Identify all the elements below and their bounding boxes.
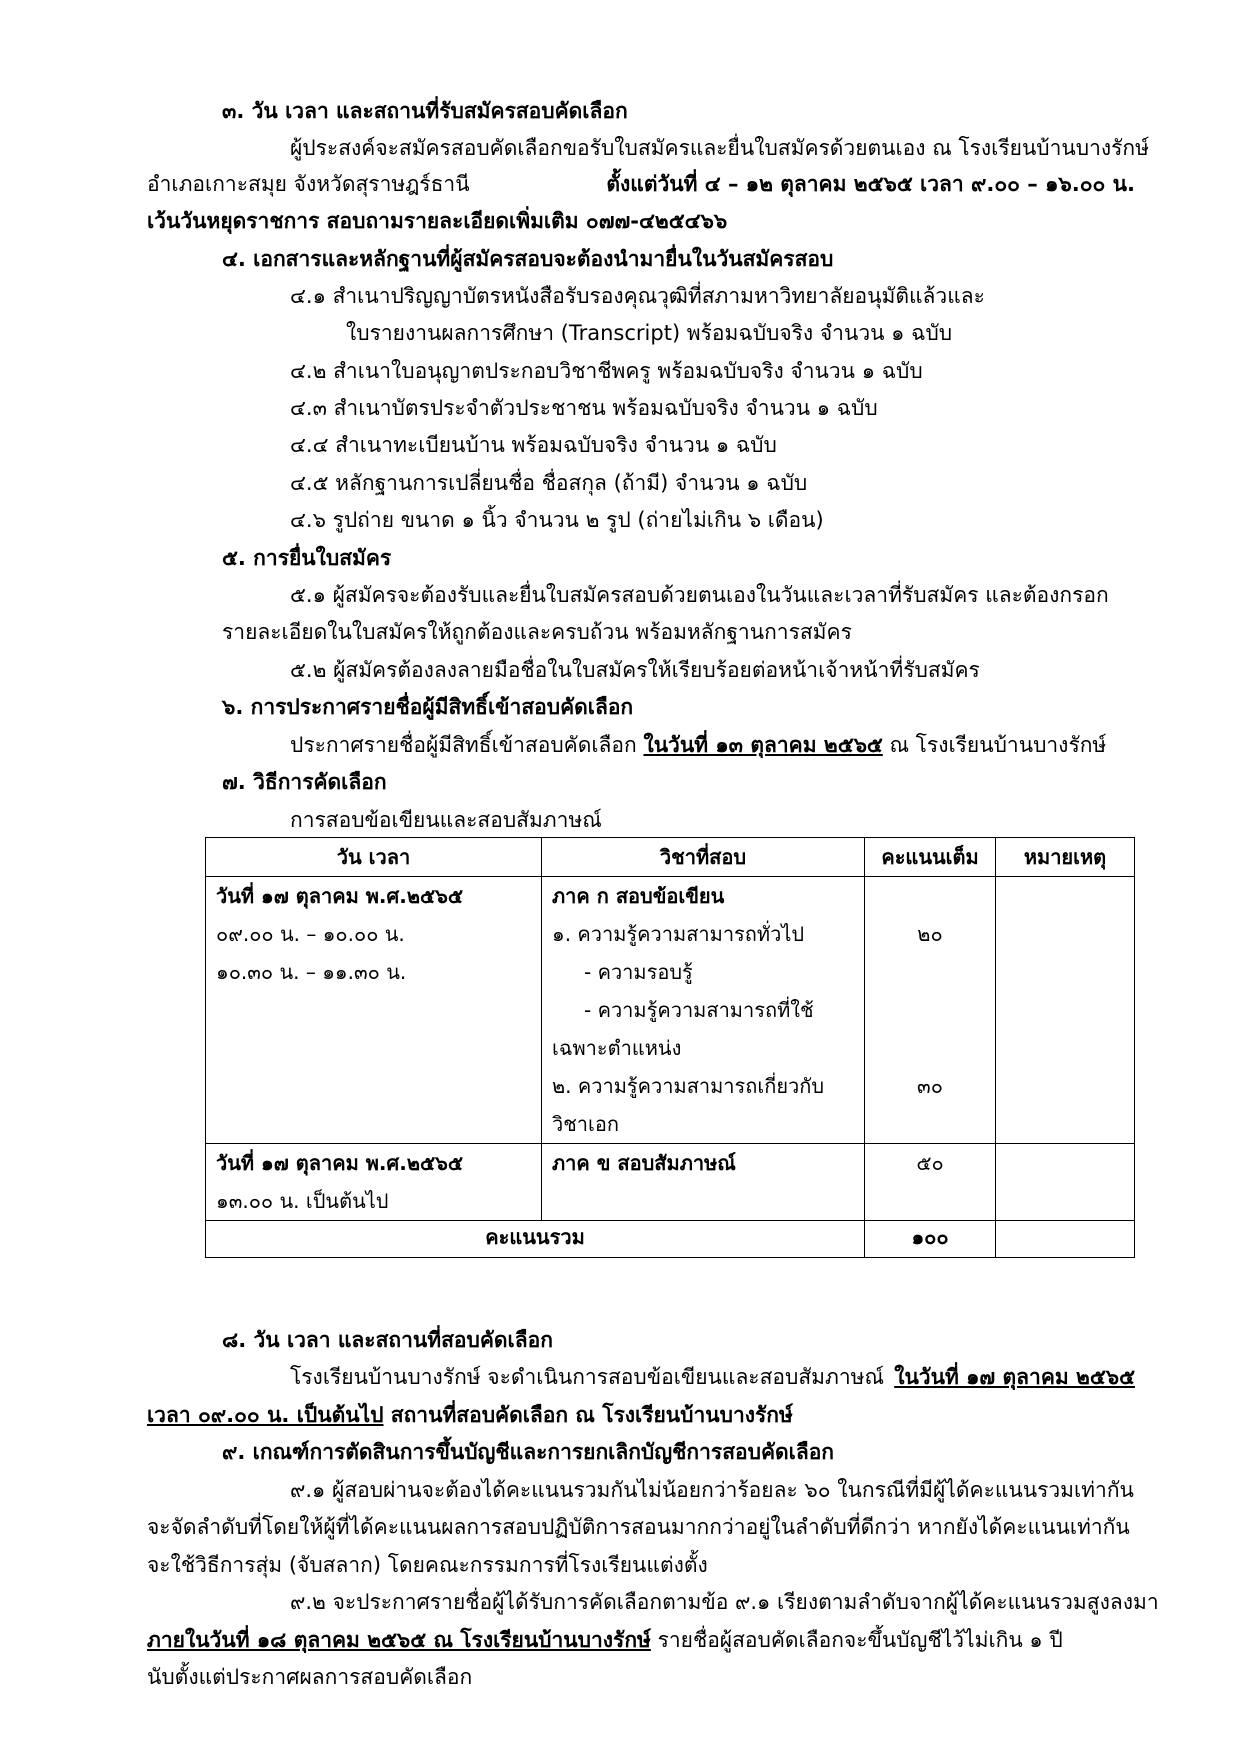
total-remark-cell <box>996 1221 1135 1258</box>
row-2-time: ๑๓.๐๐ น. เป็นต้นไป <box>216 1189 389 1213</box>
item-9-2-line-2 <box>147 1625 1063 1655</box>
item-9-1-line-1: ๙.๑ ผู้สอบผ่านจะต้องได้คะแนนรวมกันไม่น้อยกว่าร้อยละ ๖๐ ในกรณีที่มีผู้ได้คะแนนรวมเท่ากัน <box>290 1478 1134 1502</box>
item-9-2-validity: รายชื่อผู้สอบคัดเลือกจะขึ้นบัญชีไว้ไม่เกิน ๑ ปี <box>650 1628 1063 1652</box>
section-6-text: ประกาศรายชื่อผู้มีสิทธิ์เข้าสอบคัดเลือก <box>290 733 637 757</box>
row-2-score-cell <box>865 1144 996 1221</box>
section-8-heading: ๘. วัน เวลา และสถานที่สอบคัดเลือก <box>222 1328 553 1352</box>
section-3-application-period: ตั้งแต่วันที่ ๔ – ๑๒ ตุลาคม ๒๕๖๕ เวลา ๙.๐๐ – ๑๖.๐๐ น. <box>606 172 1135 196</box>
section-3-paragraph-line-3: เว้นวันหยุดราชการ สอบถามรายละเอียดเพิ่มเติม ๐๗๗-๔๒๕๔๖๖ <box>147 209 728 233</box>
section-8-text: โรงเรียนบ้านบางรักษ์ จะดำเนินการสอบข้อเขียนและสอบสัมภาษณ์ <box>290 1365 884 1389</box>
row-1-part-a: ภาค ก สอบข้อเขียน <box>552 884 725 908</box>
section-3-location: อำเภอเกาะสมุย จังหวัดสุราษฎร์ธานี <box>147 172 470 196</box>
table-row <box>206 877 1135 1144</box>
item-4-1-line-2: ใบรายงานผลการศึกษา (Transcript) พร้อมฉบับจริง จำนวน ๑ ฉบับ <box>346 321 953 345</box>
item-4-3: ๔.๓ สำเนาบัตรประจำตัวประชาชน พร้อมฉบับจริง จำนวน ๑ ฉบับ <box>290 396 878 420</box>
item-9-1-line-2: จะจัดลำดับที่โดยให้ผู้ที่ได้คะแนนผลการสอบปฏิบัติการสอนมากกว่าอยู่ในลำดับที่ดีกว่า หากยังได้คะแนนเท่ากัน <box>147 1515 1130 1539</box>
table-row <box>206 1144 1135 1221</box>
header-full-score: คะแนนเต็ม <box>865 838 996 877</box>
row-1-time-1: ๐๙.๐๐ น. – ๑๐.๐๐ น. <box>216 922 405 946</box>
total-value: ๑๐๐ <box>865 1221 996 1258</box>
row-1-subject-2-cont: วิชาเอก <box>552 1112 619 1136</box>
section-4-heading: ๔. เอกสารและหลักฐานที่ผู้สมัครสอบจะต้องนำมายื่นในวันสมัครสอบ <box>222 247 834 271</box>
item-9-1-line-3: จะใช้วิธีการสุ่ม (จับสลาก) โดยคณะกรรมการที่โรงเรียนแต่งตั้ง <box>147 1553 708 1577</box>
row-1-subject-1: ๑. ความรู้ความสามารถทั่วไป <box>552 922 805 946</box>
row-1-date: วันที่ ๑๗ ตุลาคม พ.ศ.๒๕๖๕ <box>216 884 463 908</box>
row-1-subject-cell <box>542 877 865 1144</box>
total-label: คะแนนรวม <box>206 1221 865 1258</box>
section-7-heading: ๗. วิธีการคัดเลือก <box>222 770 387 794</box>
exam-schedule-table <box>205 837 1135 1258</box>
item-4-6: ๔.๖ รูปถ่าย ขนาด ๑ นิ้ว จำนวน ๒ รูป (ถ่ายไม่เกิน ๖ เดือน) <box>290 508 824 532</box>
table-total-row <box>206 1221 1135 1258</box>
row-1-remark-cell <box>996 877 1135 1144</box>
item-9-2-line-1: ๙.๒ จะประกาศรายชื่อผู้ได้รับการคัดเลือกตามข้อ ๙.๑ เรียงตามลำดับจากผู้ได้คะแนนรวมสูงลงมา <box>290 1590 1159 1614</box>
row-1-time-2: ๑๐.๓๐ น. – ๑๑.๓๐ น. <box>216 960 407 984</box>
row-1-subject-1-sub-a: - ความรอบรู้ <box>584 960 693 984</box>
row-1-score-2: ๓๐ <box>917 1074 943 1098</box>
section-9-heading: ๙. เกณฑ์การตัดสินการขึ้นบัญชีและการยกเลิกบัญชีการสอบคัดเลือก <box>222 1440 835 1464</box>
item-5-2: ๕.๒ ผู้สมัครต้องลงลายมือชื่อในใบสมัครให้เรียบร้อยต่อหน้าเจ้าหน้าที่รับสมัคร <box>290 658 980 682</box>
item-9-2-announcement-date: ภายในวันที่ ๑๘ ตุลาคม ๒๕๖๕ ณ โรงเรียนบ้านบางรักษ์ <box>147 1628 651 1652</box>
section-6-paragraph <box>290 730 1106 760</box>
item-9-2-line-3: นับตั้งแต่ประกาศผลการสอบคัดเลือก <box>147 1665 473 1689</box>
row-1-subject-2: ๒. ความรู้ความสามารถเกี่ยวกับ <box>552 1074 825 1098</box>
item-5-1-line-2: รายละเอียดในใบสมัครให้ถูกต้องและครบถ้วน พร้อมหลักฐานการสมัคร <box>222 620 852 644</box>
section-8-paragraph-line-2 <box>147 1400 793 1430</box>
section-3-heading: ๓. วัน เวลา และสถานที่รับสมัครสอบคัดเลือก <box>222 99 628 123</box>
row-1-subject-1-sub-b: - ความรู้ความสามารถที่ใช้ <box>584 998 814 1022</box>
item-4-2: ๔.๒ สำเนาใบอนุญาตประกอบวิชาชีพครู พร้อมฉบับจริง จำนวน ๑ ฉบับ <box>290 359 923 383</box>
section-6-date: ในวันที่ ๑๓ ตุลาคม ๒๕๖๕ <box>643 733 883 757</box>
item-5-1-line-1: ๕.๑ ผู้สมัครจะต้องรับและยื่นใบสมัครสอบด้วยตนเองในวันและเวลาที่รับสมัคร และต้องกรอก <box>290 583 1109 607</box>
row-2-score: ๕๐ <box>916 1151 944 1175</box>
row-1-date-cell <box>206 877 542 1144</box>
row-2-part-b: ภาค ข สอบสัมภาษณ์ <box>552 1151 736 1175</box>
section-8-time: เวลา ๐๙.๐๐ น. เป็นต้นไป <box>147 1403 384 1427</box>
row-2-date: วันที่ ๑๗ ตุลาคม พ.ศ.๒๕๖๕ <box>216 1151 463 1175</box>
row-1-score-cell <box>865 877 996 1144</box>
section-3-paragraph-line-2 <box>147 169 1135 199</box>
table-header-row <box>206 838 1135 877</box>
section-3-paragraph-line-1: ผู้ประสงค์จะสมัครสอบคัดเลือกขอรับใบสมัครและยื่นใบสมัครด้วยตนเอง ณ โรงเรียนบ้านบางรักษ์ <box>290 136 1149 160</box>
row-2-date-cell <box>206 1144 542 1221</box>
section-8-date: ในวันที่ ๑๗ ตุลาคม ๒๕๖๕ <box>894 1365 1135 1389</box>
item-4-1-line-1: ๔.๑ สำเนาปริญญาบัตรหนังสือรับรองคุณวุฒิที่สภามหาวิทยาลัยอนุมัติแล้วและ <box>290 284 985 308</box>
item-4-4: ๔.๔ สำเนาทะเบียนบ้าน พร้อมฉบับจริง จำนวน ๑ ฉบับ <box>290 433 777 457</box>
section-7-intro: การสอบข้อเขียนและสอบสัมภาษณ์ <box>290 808 602 832</box>
section-8-paragraph-line-1 <box>290 1362 1135 1392</box>
row-2-subject-cell <box>542 1144 865 1221</box>
item-4-5: ๔.๕ หลักฐานการเปลี่ยนชื่อ ชื่อสกุล (ถ้ามี) จำนวน ๑ ฉบับ <box>290 471 808 495</box>
section-6-heading: ๖. การประกาศรายชื่อผู้มีสิทธิ์เข้าสอบคัดเลือก <box>222 695 634 719</box>
header-remark: หมายเหตุ <box>996 838 1135 877</box>
section-6-location: ณ โรงเรียนบ้านบางรักษ์ <box>889 733 1107 757</box>
header-subject: วิชาที่สอบ <box>542 838 865 877</box>
header-date-time: วัน เวลา <box>206 838 542 877</box>
row-1-score-1: ๒๐ <box>917 922 943 946</box>
section-8-location: สถานที่สอบคัดเลือก ณ โรงเรียนบ้านบางรักษ์ <box>383 1403 793 1427</box>
section-5-heading: ๕. การยื่นใบสมัคร <box>222 546 392 570</box>
row-2-remark-cell <box>996 1144 1135 1221</box>
row-1-subject-1-sub-b-cont: เฉพาะตำแหน่ง <box>552 1036 682 1060</box>
